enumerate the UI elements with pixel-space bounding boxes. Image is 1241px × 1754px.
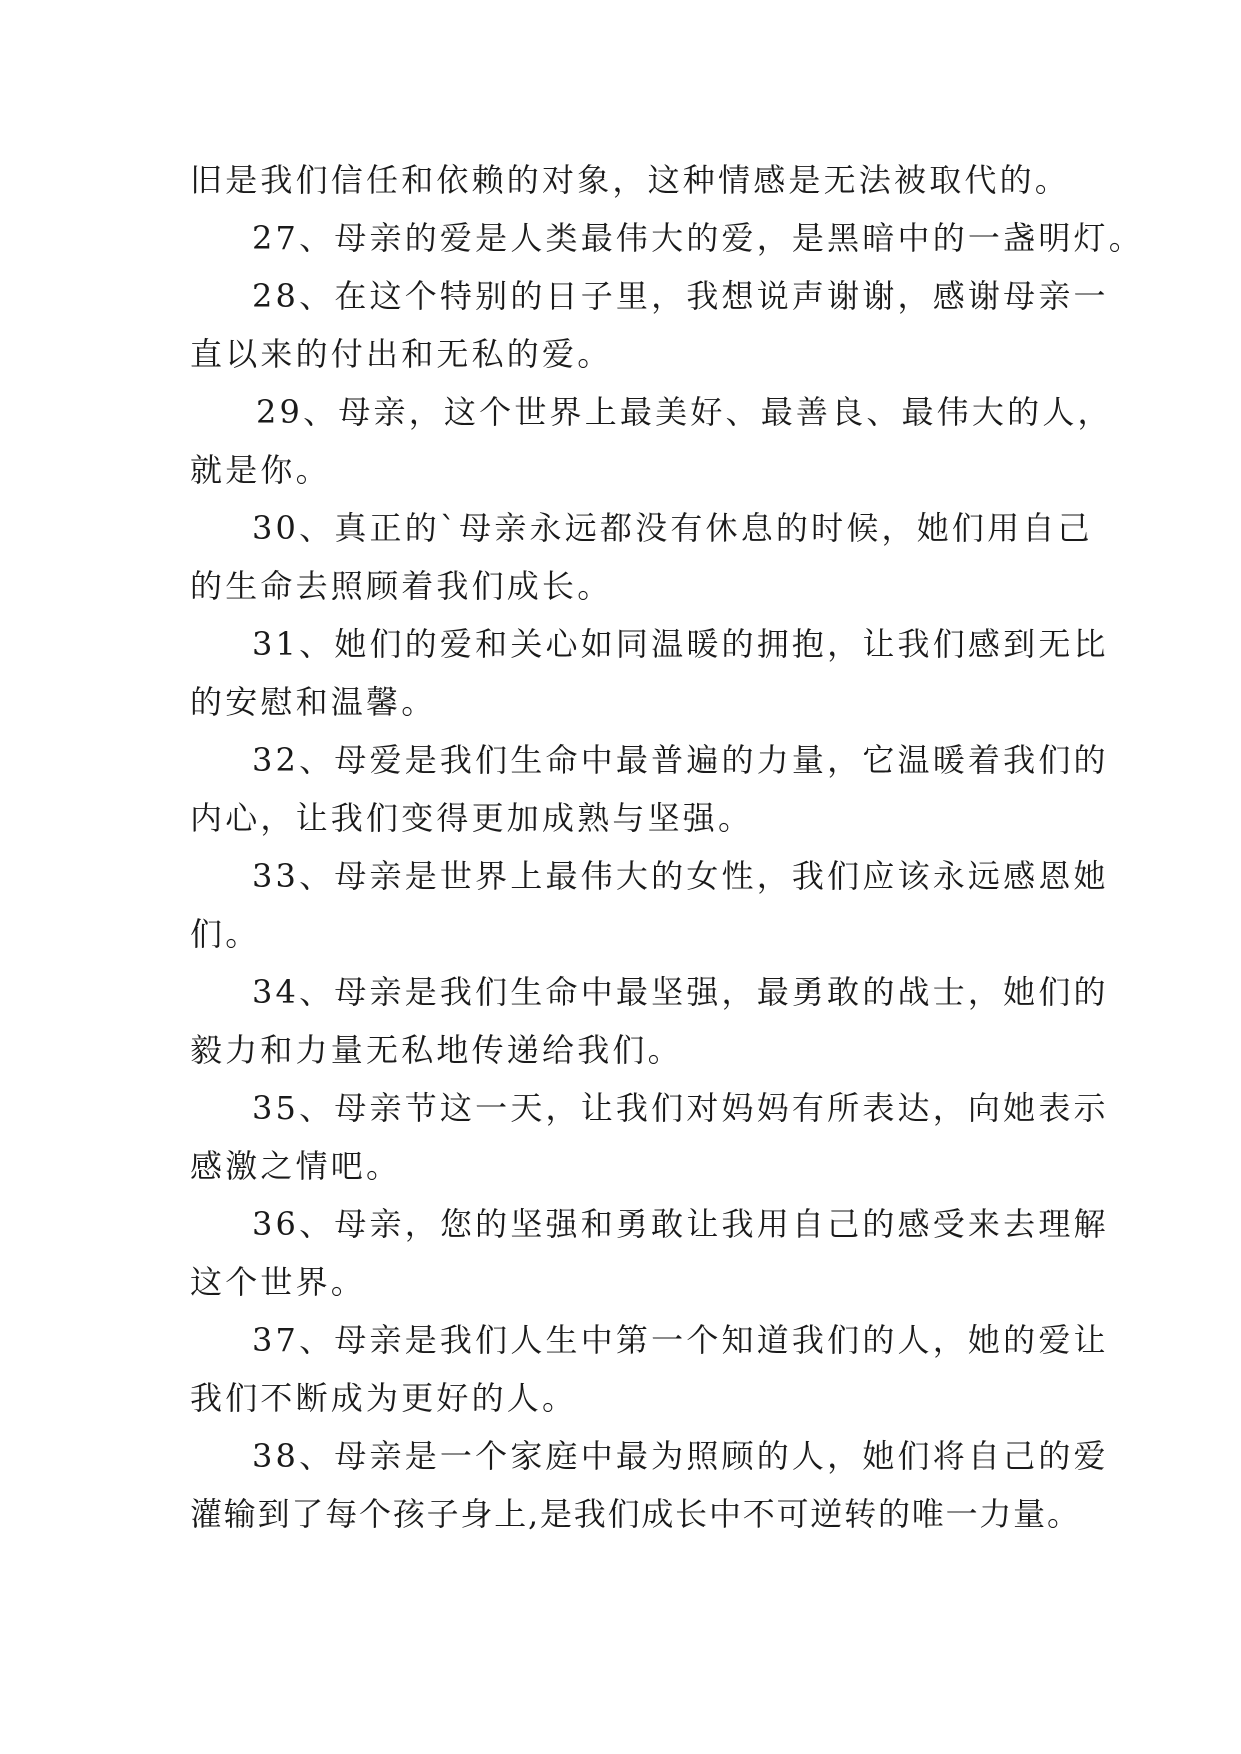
paragraph-line: 36、母亲，您的坚强和勇敢让我用自己的感受来去理解 bbox=[252, 1205, 1109, 1243]
paragraph-line: 感激之情吧。 bbox=[190, 1147, 402, 1185]
paragraph-line: 33、母亲是世界上最伟大的女性，我们应该永远感恩她 bbox=[252, 857, 1109, 895]
paragraph-line: 内心，让我们变得更加成熟与坚强。 bbox=[190, 799, 754, 837]
paragraph-line: 34、母亲是我们生命中最坚强，最勇敢的战士，她们的 bbox=[252, 973, 1109, 1011]
paragraph-line: 旧是我们信任和依赖的对象，这种情感是无法被取代的。 bbox=[190, 161, 1071, 199]
paragraph-line: 37、母亲是我们人生中第一个知道我们的人，她的爱让 bbox=[252, 1321, 1109, 1359]
paragraph-line: 的安慰和温馨。 bbox=[190, 683, 437, 721]
paragraph-line: 毅力和力量无私地传递给我们。 bbox=[190, 1031, 683, 1069]
paragraph-line: 灌输到了每个孩子身上,是我们成长中不可逆转的唯一力量。 bbox=[190, 1495, 1081, 1533]
paragraph-line: 32、母爱是我们生命中最普遍的力量，它温暖着我们的 bbox=[252, 741, 1109, 779]
paragraph-line: 我们不断成为更好的人。 bbox=[190, 1379, 578, 1417]
paragraph-line: 31、她们的爱和关心如同温暖的拥抱，让我们感到无比 bbox=[252, 625, 1109, 663]
paragraph-line: 的生命去照顾着我们成长。 bbox=[190, 567, 613, 605]
paragraph-line: 27、母亲的爱是人类最伟大的爱，是黑暗中的一盏明灯。 bbox=[252, 219, 1144, 257]
paragraph-line: 35、母亲节这一天，让我们对妈妈有所表达，向她表示 bbox=[252, 1089, 1109, 1127]
paragraph-line: 们。 bbox=[190, 915, 261, 953]
paragraph-line: 30、真正的`母亲永远都没有休息的时候，她们用自己 bbox=[252, 509, 1093, 547]
paragraph-line: 这个世界。 bbox=[190, 1263, 367, 1301]
paragraph-line: 29、母亲，这个世界上最美好、最善良、最伟大的人， bbox=[256, 393, 1113, 431]
paragraph-line: 就是你。 bbox=[190, 451, 331, 489]
paragraph-line: 28、在这个特别的日子里，我想说声谢谢，感谢母亲一 bbox=[252, 277, 1109, 315]
paragraph-line: 38、母亲是一个家庭中最为照顾的人，她们将自己的爱 bbox=[252, 1437, 1109, 1475]
paragraph-line: 直以来的付出和无私的爱。 bbox=[190, 335, 613, 373]
